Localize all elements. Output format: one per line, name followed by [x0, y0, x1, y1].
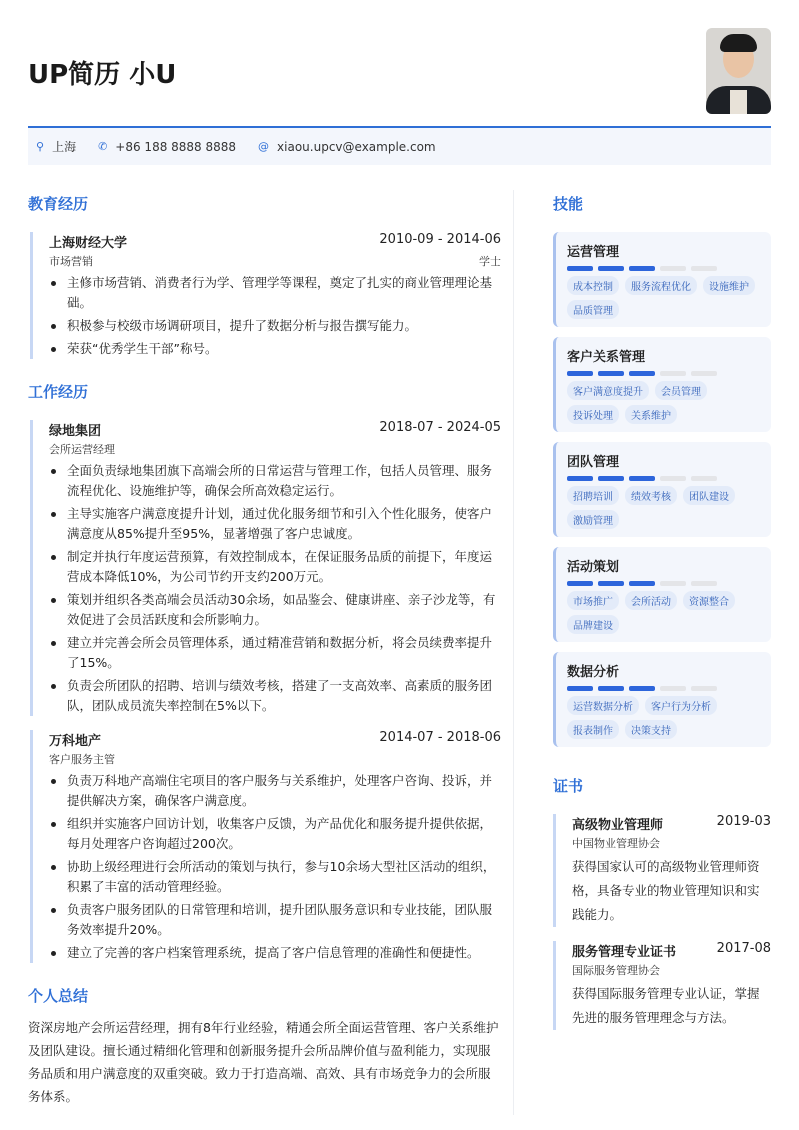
- column-divider: [513, 190, 514, 1115]
- skill-level-bar: [567, 476, 761, 481]
- skill-level-segment: [691, 581, 717, 586]
- bullet-item: 协助上级经理进行会所活动的策划与执行，参与10余场大型社区活动的组织，积累了丰富的活动管理经验。: [49, 857, 501, 897]
- skill-level-segment: [598, 371, 624, 376]
- skill-name: 数据分析: [567, 665, 620, 680]
- skill-level-segment: [660, 581, 686, 586]
- skill-tag: 会所活动: [625, 591, 677, 610]
- skill-name: 活动策划: [567, 560, 620, 575]
- skill-level-segment: [567, 371, 593, 376]
- entry-subtitle: [49, 751, 501, 767]
- skill-name: 运营管理: [567, 245, 620, 260]
- skill-level-segment: [660, 266, 686, 271]
- cert-header: [572, 814, 771, 833]
- skill-level-segment: [660, 476, 686, 481]
- bullet-item: 负责客户服务团队的日常管理和培训，提升团队服务意识和专业技能，团队服务效率提升20%。: [49, 900, 501, 940]
- skill-tag: 资源整合: [683, 591, 735, 610]
- skill-tag: 招聘培训: [567, 486, 619, 505]
- skill-tag: 服务流程优化: [625, 276, 697, 295]
- skill-tag: 团队建设: [683, 486, 735, 505]
- skill-tag: 报表制作: [567, 720, 619, 739]
- entry-header: [49, 420, 501, 439]
- phone-icon: ✆: [98, 140, 108, 153]
- cert-description: 获得国际服务管理专业认证，掌握先进的服务管理理念与方法。: [572, 986, 760, 1025]
- education-title: 上海财经大学: [49, 236, 128, 251]
- skill-level-bar: [567, 686, 761, 691]
- cert-date: 2017-08: [716, 941, 771, 956]
- skill-level-segment: [691, 476, 717, 481]
- email[interactable]: xiaou.upcv@example.com: [277, 139, 436, 154]
- skill-level-bar: [567, 581, 761, 586]
- work-role: 会所运营经理: [49, 443, 115, 456]
- skill-tag: 投诉处理: [567, 405, 619, 424]
- summary-heading: 个人总结: [28, 987, 89, 1005]
- skill-level-segment: [567, 686, 593, 691]
- skill-level-segment: [598, 476, 624, 481]
- cert-name: 高级物业管理师: [572, 818, 664, 833]
- skill-card: [553, 547, 771, 642]
- cert-org: 国际服务管理协会: [572, 964, 660, 977]
- work-date: 2014-07 - 2018-06: [379, 730, 501, 745]
- bullet-list: [49, 273, 501, 359]
- skill-tag: 设施维护: [703, 276, 755, 295]
- education-role: 市场营销: [49, 255, 93, 268]
- skill-level-segment: [567, 266, 593, 271]
- cert-date: 2019-03: [716, 814, 771, 829]
- cert-header: [572, 941, 771, 960]
- skill-level-segment: [629, 686, 655, 691]
- email-icon: @: [258, 140, 270, 153]
- candidate-name: UP简历 小U: [28, 60, 177, 90]
- skill-tags: [567, 276, 761, 319]
- education-entry: [30, 232, 501, 359]
- skill-name: 团队管理: [567, 455, 620, 470]
- skill-tag: 运营数据分析: [567, 696, 639, 715]
- skill-tag: 绩效考核: [625, 486, 677, 505]
- education-degree: 学士: [479, 255, 501, 268]
- skill-card: [553, 442, 771, 537]
- skills-heading: 技能: [553, 195, 584, 213]
- work-entry: [30, 730, 501, 963]
- skill-level-segment: [629, 476, 655, 481]
- skill-level-segment: [691, 266, 717, 271]
- profile-photo: [706, 28, 771, 114]
- entry-header: [49, 232, 501, 251]
- skill-card: [553, 337, 771, 432]
- skill-tags: [567, 486, 761, 529]
- skill-tag: 客户行为分析: [645, 696, 717, 715]
- skill-card: [553, 652, 771, 747]
- skill-level-segment: [629, 581, 655, 586]
- skill-tag: 品牌建设: [567, 615, 619, 634]
- work-entry: [30, 420, 501, 716]
- skill-level-segment: [629, 266, 655, 271]
- skill-tags: [567, 591, 761, 634]
- skill-name: 客户关系管理: [567, 350, 646, 365]
- bullet-item: 负责万科地产高端住宅项目的客户服务与关系维护，处理客户咨询、投诉，并提供解决方案，确保客户满意度。: [49, 771, 501, 811]
- bullet-item: 积极参与校级市场调研项目，提升了数据分析与报告撰写能力。: [49, 316, 501, 336]
- skill-level-segment: [660, 371, 686, 376]
- bullet-item: 建立并完善会所会员管理体系，通过精准营销和数据分析，将会员续费率提升了15%。: [49, 633, 501, 673]
- education-date: 2010-09 - 2014-06: [379, 232, 501, 247]
- bullet-list: [49, 461, 501, 716]
- cert-description: 获得国家认可的高级物业管理师资格，具备专业的物业管理知识和实践能力。: [572, 859, 760, 922]
- entry-subtitle: [49, 253, 501, 269]
- skill-level-segment: [629, 371, 655, 376]
- skill-tags: [567, 696, 761, 739]
- skill-level-bar: [567, 371, 761, 376]
- location: 上海: [52, 140, 77, 154]
- work-role: 客户服务主管: [49, 753, 115, 766]
- bullet-item: 负责会所团队的招聘、培训与绩效考核，搭建了一支高效率、高素质的服务团队，团队成员流失率控制在5%以下。: [49, 676, 501, 716]
- cert-org: 中国物业管理协会: [572, 837, 660, 850]
- right-column: [553, 193, 771, 1044]
- work-title: 万科地产: [49, 734, 102, 749]
- bullet-item: 荣获“优秀学生干部”称号。: [49, 339, 501, 359]
- bullet-item: 全面负责绿地集团旗下高端会所的日常运营与管理工作，包括人员管理、服务流程优化、设施维护等，确保会所高效稳定运行。: [49, 461, 501, 501]
- cert-entry: [553, 941, 771, 1030]
- phone: +86 188 8888 8888: [115, 139, 237, 154]
- work-date: 2018-07 - 2024-05: [379, 420, 501, 435]
- skill-level-segment: [567, 476, 593, 481]
- bullet-item: 组织并实施客户回访计划，收集客户反馈，为产品优化和服务提升提供依据，每月处理客户咨询超过200次。: [49, 814, 501, 854]
- bullet-list: [49, 771, 501, 963]
- skill-level-segment: [598, 581, 624, 586]
- summary-text: 资深房地产会所运营经理，拥有8年行业经验，精通会所全面运营管理、客户关系维护及团队建设。擅长通过精细化管理和创新服务提升会所品牌价值与盈利能力，实现服务品质和用户满意度的双重突破。致力于打造高端、高效、具有市场竞争力的会所服务体系。: [28, 1020, 499, 1104]
- certs-heading: 证书: [553, 777, 584, 795]
- work-heading: 工作经历: [28, 383, 89, 401]
- skill-card: [553, 232, 771, 327]
- skill-tag: 客户满意度提升: [567, 381, 649, 400]
- skill-level-segment: [691, 686, 717, 691]
- contact-bar: [28, 128, 771, 165]
- skill-tag: 激励管理: [567, 510, 619, 529]
- entry-subtitle: [49, 441, 501, 457]
- education-heading: 教育经历: [28, 195, 89, 213]
- left-column: [28, 193, 501, 1108]
- skill-level-segment: [691, 371, 717, 376]
- bullet-item: 建立了完善的客户档案管理系统，提高了客户信息管理的准确性和便捷性。: [49, 943, 501, 963]
- skill-tags: [567, 381, 761, 424]
- skill-tag: 决策支持: [625, 720, 677, 739]
- entry-header: [49, 730, 501, 749]
- skill-level-bar: [567, 266, 761, 271]
- skill-tag: 品质管理: [567, 300, 619, 319]
- skill-tag: 会员管理: [655, 381, 707, 400]
- bullet-item: 策划并组织各类高端会员活动30余场，如品鉴会、健康讲座、亲子沙龙等，有效促进了会员活跃度和会所影响力。: [49, 590, 501, 630]
- bullet-item: 主修市场营销、消费者行为学、管理学等课程，奠定了扎实的商业管理理论基础。: [49, 273, 501, 313]
- work-title: 绿地集团: [49, 424, 102, 439]
- location-pin-icon: ⚲: [36, 140, 45, 153]
- cert-name: 服务管理专业证书: [572, 945, 677, 960]
- bullet-item: 制定并执行年度运营预算，有效控制成本，在保证服务品质的前提下，年度运营成本降低10%，为公司节约开支约200万元。: [49, 547, 501, 587]
- skill-level-segment: [598, 266, 624, 271]
- skill-level-segment: [660, 686, 686, 691]
- skill-tag: 成本控制: [567, 276, 619, 295]
- skill-level-segment: [598, 686, 624, 691]
- skill-tag: 关系维护: [625, 405, 677, 424]
- bullet-item: 主导实施客户满意度提升计划，通过优化服务细节和引入个性化服务，使客户满意度从85%提升至95%，显著增强了客户忠诚度。: [49, 504, 501, 544]
- skill-tag: 市场推广: [567, 591, 619, 610]
- cert-entry: [553, 814, 771, 927]
- skill-level-segment: [567, 581, 593, 586]
